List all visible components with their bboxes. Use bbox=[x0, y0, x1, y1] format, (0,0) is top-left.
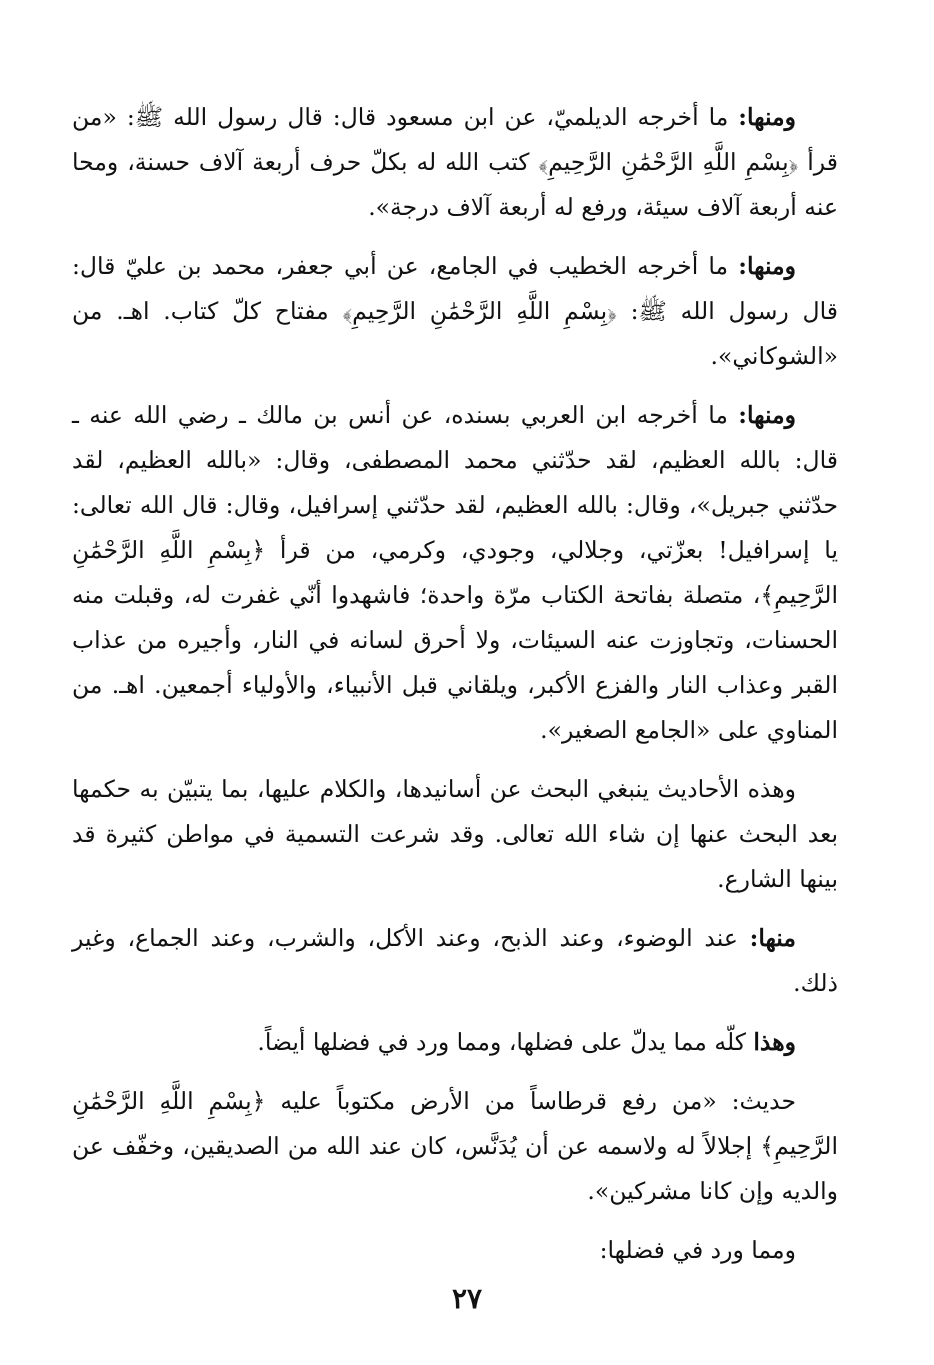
paragraph-occasions bbox=[72, 916, 838, 1006]
paragraph-text: ما أخرجه الخطيب في الجامع، عن أبي جعفر، محمد بن عليّ قال: قال رسول الله ﷺ: ﴿بِسْمِ اللَّهِ الرَّحْمَٰنِ الرَّحِيمِ﴾ مفتاح كلّ كتاب. اهـ. من «الشوكاني». bbox=[72, 252, 838, 370]
paragraph-text: كلّه مما يدلّ على فضلها، ومما ورد في فضلها أيضاً. bbox=[257, 1028, 754, 1056]
paragraph-khatib-hadith bbox=[72, 244, 838, 379]
paragraph-text: عند الوضوء، وعند الذبح، وعند الأكل، والشرب، وعند الجماع، وغير ذلك. bbox=[72, 924, 838, 997]
paragraph-text: حديث: «من رفع قرطاساً من الأرض مكتوباً عليه ﴿بِسْمِ اللَّهِ الرَّحْمَٰنِ الرَّحِيمِ﴾ إجلالاً له ولاسمه عن أن يُدَنَّس، كان عند الله من الصديقين، وخفّف عن والديه وإن كانا مشركين». bbox=[72, 1087, 838, 1205]
paragraph-lead: وهذا bbox=[753, 1028, 796, 1056]
paragraph-text: ومما ورد في فضلها: bbox=[599, 1236, 796, 1264]
paragraph-ibn-arabi-hadith bbox=[72, 393, 838, 753]
paragraph-daylami-hadith bbox=[72, 95, 838, 230]
paragraph-lead: ومنها: bbox=[738, 401, 796, 429]
paragraph-lead: ومنها: bbox=[738, 103, 796, 131]
paragraph-paper-hadith bbox=[72, 1079, 838, 1214]
paragraph-lead: منها: bbox=[749, 924, 796, 952]
paragraph-text: ما أخرجه الديلميّ، عن ابن مسعود قال: قال رسول الله ﷺ: «من قرأ ﴿بِسْمِ اللَّهِ الرَّحْمَٰنِ الرَّحِيمِ﴾ كتب الله له بكلّ حرف أربعة آلاف حسنة، ومحا عنه أربعة آلاف سيئة، ورفع له أربعة آلاف درجة». bbox=[72, 103, 838, 221]
paragraph-lead: ومنها: bbox=[738, 252, 796, 280]
paragraph-research-note bbox=[72, 767, 838, 902]
paragraph-virtue-summary bbox=[72, 1020, 838, 1065]
paragraph-text: وهذه الأحاديث ينبغي البحث عن أسانيدها، والكلام عليها، بما يتبيّن به حكمها بعد البحث عنها إن شاء الله تعالى. وقد شرعت التسمية في مواطن كثيرة قد بينها الشارع. bbox=[72, 775, 838, 893]
page-number: ٢٧ bbox=[451, 1282, 483, 1315]
paragraph-closing-heading bbox=[72, 1228, 838, 1273]
paragraph-text: ما أخرجه ابن العربي بسنده، عن أنس بن مالك ـ رضي الله عنه ـ قال: بالله العظيم، لقد حدّثني محمد المصطفى، وقال: «بالله العظيم، لقد حدّثني جبريل»، وقال: بالله العظيم، لقد حدّثني إسرافيل، وقال: قال الله تعالى: يا إسرافيل! بعزّتي، وجلالي، وجودي، وكرمي، من قرأ ﴿بِسْمِ اللَّهِ الرَّحْمَٰنِ الرَّحِيمِ﴾، متصلة بفاتحة الكتاب مرّة واحدة؛ فاشهدوا أنّي غفرت له، وقبلت منه الحسنات، وتجاوزت عنه السيئات، ولا أحرق لسانه في النار، وأجيره من عذاب القبر وعذاب النار والفزع الأكبر، ويلقاني قبل الأنبياء، والأولياء أجمعين. اهـ. من المناوي على «الجامع الصغير». bbox=[72, 401, 838, 744]
page-body bbox=[72, 95, 838, 1287]
